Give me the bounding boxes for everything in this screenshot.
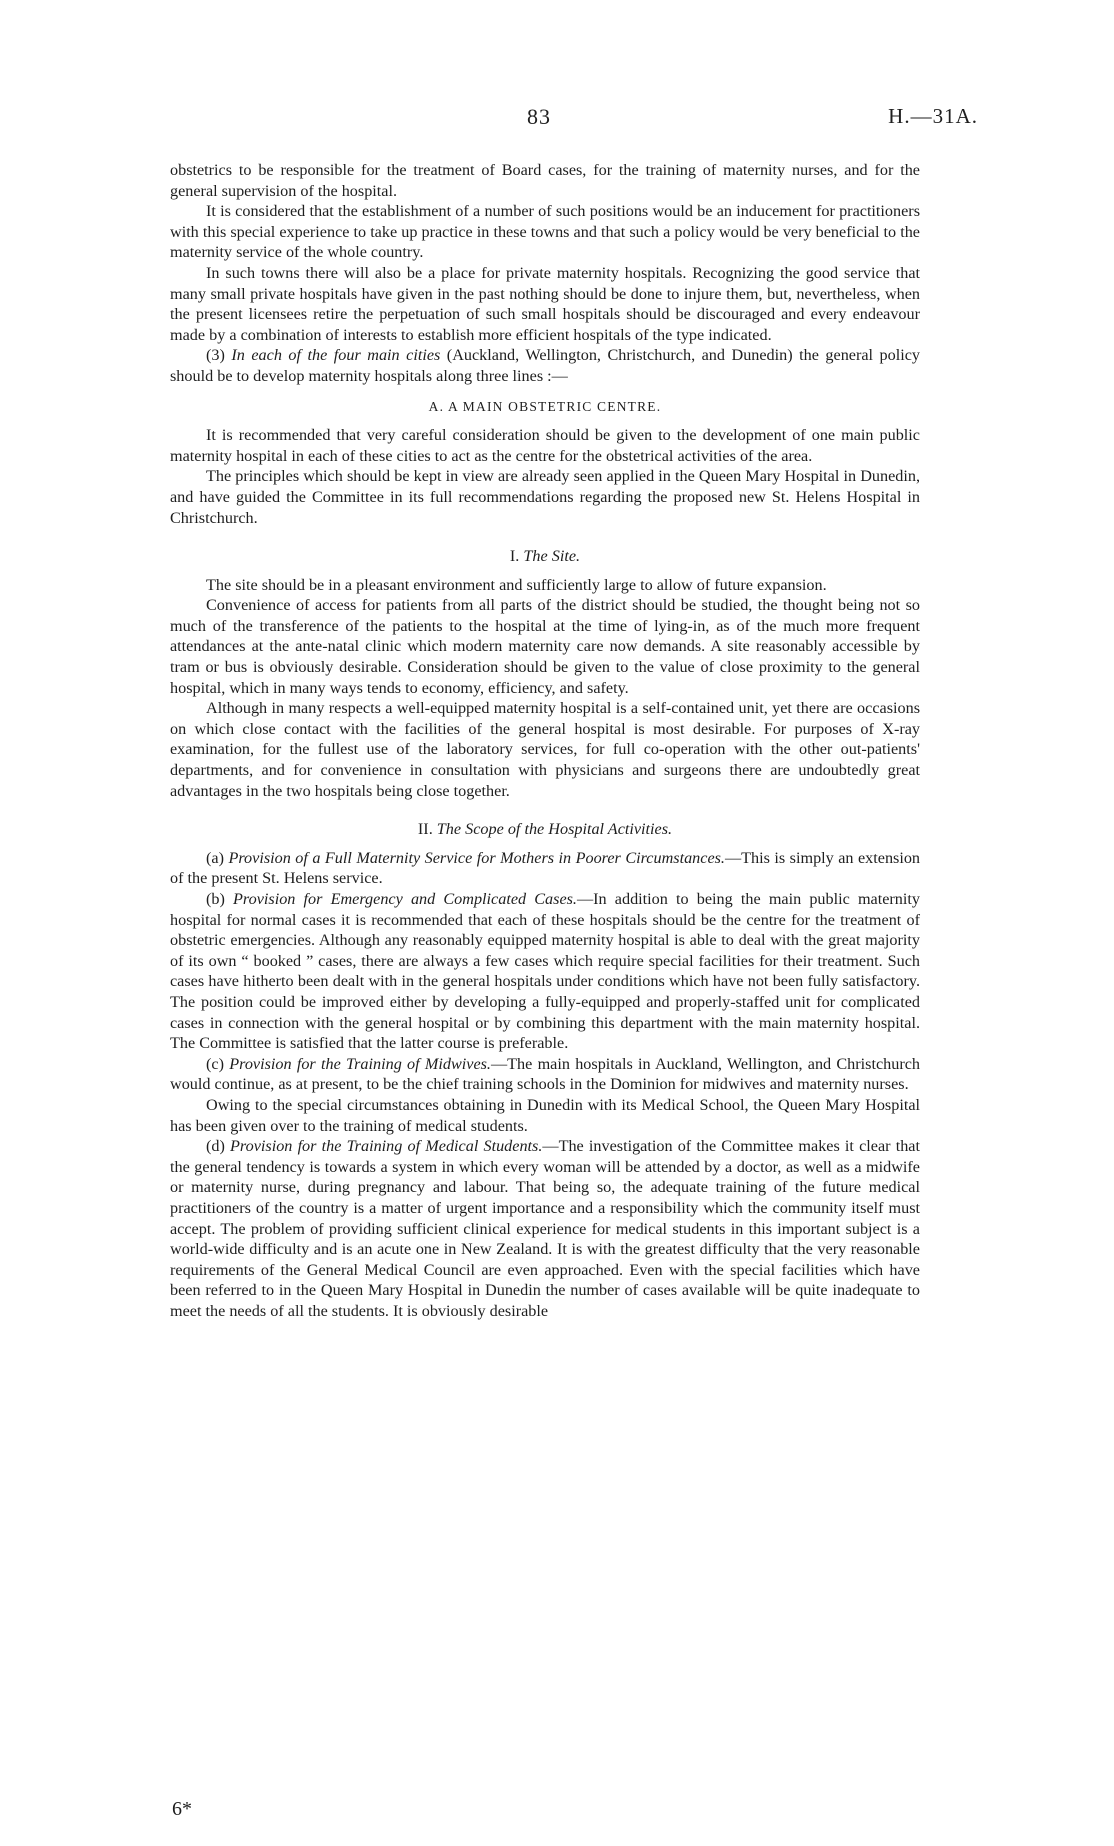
page-header: [0, 104, 1114, 134]
signature-mark: 6*: [172, 1798, 192, 1820]
item-text: —In addition to being the main public maternity hospital for normal cases it is recommended that each of these hospitals should be the centre for the treatment of obstetric emergencies. Although any reasonably equipped maternity hospital is able to deal with the great majority of its own “ booked ” cases, there are always a few cases which require special facilities for their treatment. Such cases have hitherto been dealt with in the general hospitals under conditions which have not been fully satisfactory. The position could be improved either by developing a fully-equipped and properly-staffed unit for complicated cases in connection with the general hospital or by combining this department with the main maternity hospital. The Committee is satisfied that the latter course is preferable.: [170, 890, 920, 1053]
paragraph-convenience: Convenience of access for patients from all parts of the district should be studied, the thought being not so much of the transference of the patients to the hospital at the time of lying-in, as of the much more frequent attendances at the ante-natal clinic which modern maternity care now demands. A site reasonably accessible by tram or bus is obviously desirable. Consideration should be given to the value of close proximity to the general hospital, which in many ways tends to economy, efficiency, and safety.: [170, 596, 920, 697]
section-title: The Site.: [523, 547, 581, 566]
item-label: (c): [206, 1054, 224, 1073]
paragraph-private-hospitals: In such towns there will also be a place for private maternity hospitals. Recognizing the good service that many small private hospitals have given in the past nothing should be done to injure them, but, nevertheless, when the present licensees retire the perpetuation of such small hospitals should be discouraged and every endeavour made by a combination of interests to establish more efficient hospitals of the type indicated.: [170, 263, 920, 344]
item-label: (b): [206, 890, 225, 908]
paragraph-main-cities: [170, 345, 920, 386]
section-heading-the-site: [170, 546, 920, 567]
section-heading-scope: [170, 819, 920, 840]
section-heading-main-obstetric-centre: A. A MAIN OBSTETRIC CENTRE.: [428, 398, 662, 414]
paragraph-text: (Auckland, Wellington, Christchurch, and Dunedin) the general policy should be to develop maternity hospitals along three lines :—: [170, 346, 920, 385]
paragraph-principles: The principles which should be kept in view are already seen applied in the Queen Mary Hospital in Dunedin, and have guided the Committee in its full recommendations regarding the proposed new St. Helens Hospital in Christchurch.: [170, 467, 920, 527]
item-text: —The main hospitals in Auckland, Wellington, and Christchurch would continue, as at present, to be the chief training schools in the Dominion for midwives and maternity nurses.: [170, 1054, 921, 1094]
item-text: —This is simply an extension of the present St. Helens service.: [170, 848, 921, 888]
paragraph-d-training-medical-students: [170, 1136, 920, 1321]
page-number: 83: [527, 104, 551, 129]
paragraph-recommended: It is recommended that very careful consideration should be given to the development of one main public maternity hospital in each of these cities to act as the centre for the obstetrical activities of the area.: [170, 426, 920, 465]
paragraph-site: The site should be in a pleasant environment and sufficiently large to allow of future expansion.: [206, 575, 827, 594]
item-label: (d): [206, 1137, 225, 1156]
paragraph-intro-continuation: obstetrics to be responsible for the treatment of Board cases, for the training of maternity nurses, and for the general supervision of the hospital.: [170, 161, 920, 200]
paragraph-inducement: It is considered that the establishment of a number of such positions would be an inducement for practitioners with this special experience to take up practice in these towns and that such a policy would be very beneficial to the maternity service of the whole country.: [170, 202, 920, 262]
item-title: Provision for the Training of Medical Students.: [230, 1137, 543, 1156]
section-number: I.: [509, 547, 520, 566]
paragraph-c-training-midwives: [170, 1054, 920, 1095]
italic-phrase: In each of the four main cities: [231, 346, 441, 365]
paragraph-owing: Owing to the special circumstances obtaining in Dunedin with its Medical School, the Queen Mary Hospital has been given over to the training of medical students.: [170, 1095, 920, 1135]
item-title: Provision for Emergency and Complicated Cases.: [233, 890, 577, 908]
paragraph-a-full-maternity-service: [170, 848, 920, 889]
section-title: The Scope of the Hospital Activities.: [436, 820, 673, 839]
paragraph-number: (3): [206, 346, 225, 365]
body-text: [170, 160, 920, 1321]
paragraph-although: Although in many respects a well-equipped maternity hospital is a self-contained unit, yet there are occasions on which close contact with the facilities of the general hospital is most desirable. For purposes of X-ray examination, for the fullest use of the laboratory services, for full co-operation with the other out-patients' departments, and for convenience in consultation with physicians and surgeons there are undoubtedly great advantages in the two hospitals being close together.: [170, 699, 920, 800]
item-title: Provision for the Training of Midwives.: [229, 1054, 491, 1073]
paragraph-b-emergency-cases: [170, 889, 920, 1054]
document-reference: H.—31A.: [888, 104, 978, 128]
section-number: II.: [417, 820, 433, 839]
item-text: —The investigation of the Committee makes it clear that the general tendency is towards a system in which every woman will be attended by a doctor, as well as a midwife or maternity nurse, during pregnancy and labour. That being so, the adequate training of the future medical practitioners of the country is a matter of urgent importance and a responsibility which the community itself must accept. The problem of providing sufficient clinical experience for medical students in this important subject is a world-wide difficulty and is an acute one in New Zealand. It is with the greatest difficulty that the very reasonable requirements of the General Medical Council are even approached. Even with the special facilities which have been referred to in the Queen Mary Hospital in Dunedin the number of cases available will be quite inadequate to meet the needs of all the students. It is obviously desirable: [170, 1137, 920, 1320]
item-title: Provision of a Full Maternity Service for Mothers in Poorer Circumstances.: [228, 848, 725, 867]
item-label: (a): [206, 848, 224, 867]
